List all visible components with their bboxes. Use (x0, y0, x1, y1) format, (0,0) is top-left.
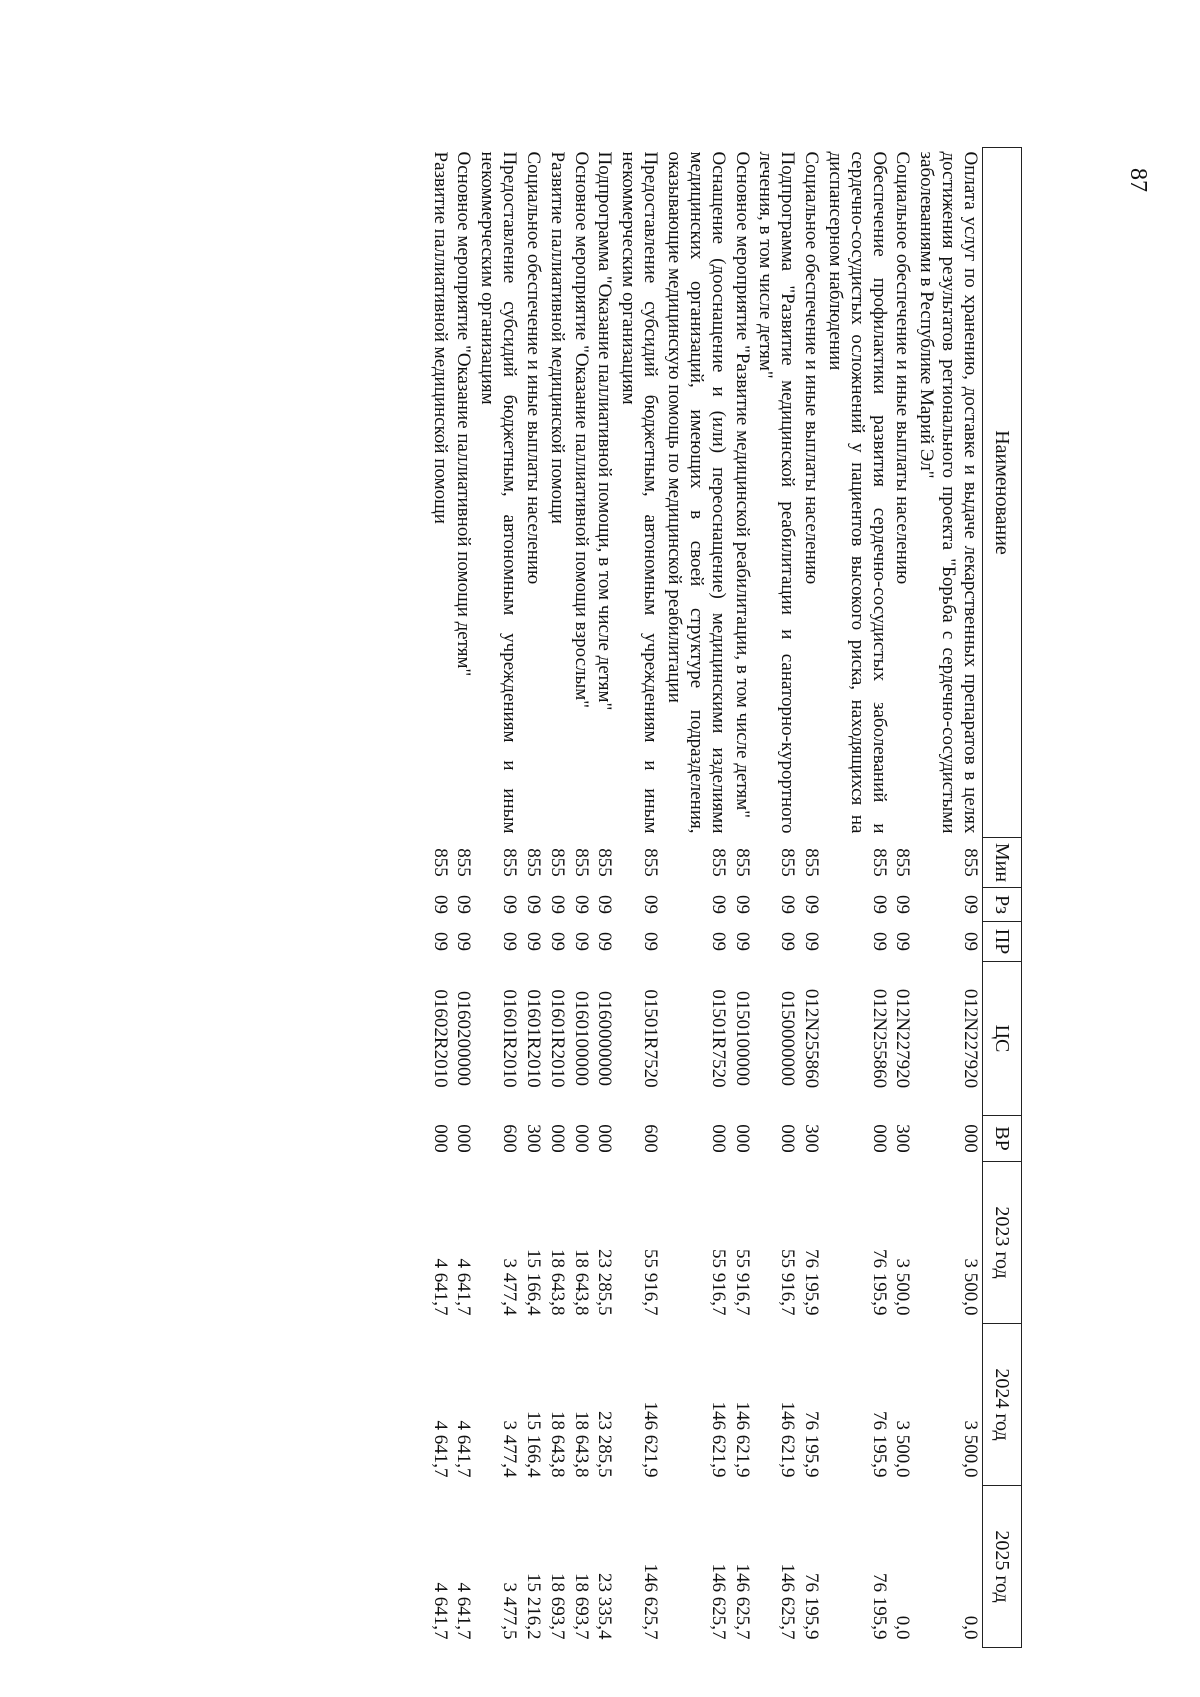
table-row (452, 148, 476, 1648)
row-2023: 18 643,8 (546, 1249, 568, 1316)
table-row (914, 148, 982, 1648)
row-cs: 0160200000 (453, 991, 475, 1086)
row-pr: 09 (868, 932, 890, 951)
row-2023: 4 641,7 (453, 1258, 475, 1316)
row-name: Подпрограмма "Оказание паллиативной помощи, в том числе детям" (594, 151, 616, 711)
header-2025: 2025 год (983, 1486, 1022, 1648)
row-pr: 09 (707, 932, 729, 951)
row-name: Социальное обеспечение и иные выплаты населению (522, 151, 544, 585)
table-row (428, 148, 452, 1648)
row-rz: 09 (868, 895, 890, 914)
row-min: 855 (570, 848, 592, 877)
row-2024: 3 500,0 (960, 1420, 981, 1478)
row-min: 855 (522, 848, 544, 877)
row-vr: 000 (453, 1124, 475, 1153)
row-rz: 09 (522, 895, 544, 914)
row-rz: 09 (594, 895, 616, 914)
row-cs: 01601R2010 (499, 989, 521, 1088)
row-2024: 18 643,8 (570, 1411, 592, 1478)
row-2025: 0,0 (892, 1615, 914, 1640)
header-name: Наименование (983, 148, 1022, 838)
row-2023: 55 916,7 (731, 1249, 753, 1316)
row-2025: 76 195,9 (801, 1573, 823, 1640)
row-name: Оплата услуг по хранению, доставке и выдаче лекарственных препаратов в целях достижения результатов регионального проекта "Борьба с сердечно-сосудистыми заболеваниями в Республике Марий Эл" (916, 151, 981, 834)
header-pr: ПР (983, 922, 1022, 962)
row-2023: 3 500,0 (960, 1258, 981, 1316)
table-row (569, 148, 593, 1648)
row-name: Предоставление субсидий бюджетным, автономным учреждениям и иным некоммерческим организациям (477, 151, 521, 834)
row-name: Предоставление субсидий бюджетным, автономным учреждениям и иным некоммерческим организациям (618, 151, 662, 834)
row-2025: 15 216,2 (522, 1573, 544, 1640)
row-name: Обеспечение профилактики развития сердечно-сосудистых заболеваний и сердечно-сосудистых осложнений у пациентов высокого риска, находящихся на диспансерном наблюдении (824, 151, 890, 834)
row-2023: 15 166,4 (522, 1249, 544, 1316)
row-cs: 01501R7520 (640, 989, 662, 1088)
table-row (730, 148, 754, 1648)
row-cs: 012N227920 (892, 988, 914, 1089)
row-2024: 76 195,9 (801, 1411, 823, 1478)
row-2024: 146 621,9 (640, 1401, 662, 1478)
table-header-row (983, 148, 1022, 1648)
row-cs: 012N255860 (868, 988, 890, 1089)
row-2023: 55 916,7 (777, 1249, 799, 1316)
row-vr: 000 (707, 1124, 729, 1153)
row-cs: 012N227920 (960, 988, 981, 1089)
row-name: Подпрограмма "Развитие медицинской реабилитации и санаторно-курортного лечения, в том числе детям" (755, 151, 799, 834)
row-min: 855 (640, 848, 662, 877)
header-min: Мин (983, 838, 1022, 888)
row-name: Основное мероприятие "Оказание паллиативной помощи детям" (453, 151, 475, 677)
table-row (754, 148, 800, 1648)
row-vr: 300 (801, 1124, 823, 1153)
row-name: Развитие паллиативной медицинской помощи (546, 151, 568, 524)
row-min: 855 (801, 848, 823, 877)
row-pr: 09 (960, 932, 981, 951)
table-row (617, 148, 663, 1648)
row-rz: 09 (453, 895, 475, 914)
header-cs: ЦС (983, 962, 1022, 1116)
row-pr: 09 (640, 932, 662, 951)
row-pr: 09 (731, 932, 753, 951)
row-2024: 23 285,5 (594, 1411, 616, 1478)
row-2024: 4 641,7 (453, 1420, 475, 1478)
row-cs: 0160100000 (570, 991, 592, 1086)
row-2023: 76 195,9 (868, 1249, 890, 1316)
row-2025: 3 477,5 (499, 1582, 521, 1640)
row-pr: 09 (777, 932, 799, 951)
row-2025: 146 625,7 (731, 1563, 753, 1640)
row-2024: 146 621,9 (731, 1401, 753, 1478)
row-2024: 15 166,4 (522, 1411, 544, 1478)
row-2024: 76 195,9 (868, 1411, 890, 1478)
row-2023: 18 643,8 (570, 1249, 592, 1316)
row-2023: 55 916,7 (640, 1249, 662, 1316)
table-row (521, 148, 545, 1648)
row-min: 855 (892, 848, 914, 877)
row-rz: 09 (429, 895, 451, 914)
row-cs: 0150000000 (777, 991, 799, 1086)
row-2024: 4 641,7 (429, 1420, 451, 1478)
row-vr: 000 (594, 1124, 616, 1153)
row-vr: 600 (640, 1124, 662, 1153)
row-2023: 55 916,7 (707, 1249, 729, 1316)
row-2025: 23 335,4 (594, 1573, 616, 1640)
row-rz: 09 (731, 895, 753, 914)
table-row (545, 148, 569, 1648)
row-2023: 3 477,4 (499, 1258, 521, 1316)
table-row (662, 148, 730, 1648)
row-2025: 4 641,7 (453, 1582, 475, 1640)
row-min: 855 (868, 848, 890, 877)
row-pr: 09 (499, 932, 521, 951)
row-pr: 09 (892, 932, 914, 951)
row-cs: 0160000000 (594, 991, 616, 1086)
row-2025: 146 625,7 (777, 1563, 799, 1640)
row-min: 855 (453, 848, 475, 877)
row-2024: 146 621,9 (707, 1401, 729, 1478)
row-rz: 09 (570, 895, 592, 914)
row-vr: 300 (522, 1124, 544, 1153)
row-min: 855 (546, 848, 568, 877)
row-min: 855 (777, 848, 799, 877)
row-pr: 09 (594, 932, 616, 951)
row-name: Социальное обеспечение и иные выплаты населению (801, 151, 823, 585)
row-min: 855 (499, 848, 521, 877)
row-rz: 09 (707, 895, 729, 914)
table-row (891, 148, 915, 1648)
row-2023: 23 285,5 (594, 1249, 616, 1316)
row-cs: 01601R2010 (546, 989, 568, 1088)
row-pr: 09 (546, 932, 568, 951)
row-2023: 76 195,9 (801, 1249, 823, 1316)
row-vr: 300 (892, 1124, 914, 1153)
row-2025: 0,0 (960, 1615, 981, 1640)
table-row (823, 148, 891, 1648)
row-vr: 000 (429, 1124, 451, 1153)
row-vr: 000 (731, 1124, 753, 1153)
row-2025: 18 693,7 (546, 1573, 568, 1640)
page-number: 87 (1125, 168, 1151, 192)
row-name: Основное мероприятие "Оказание паллиативной помощи взрослым" (570, 151, 592, 709)
row-2025: 146 625,7 (640, 1563, 662, 1640)
row-min: 855 (731, 848, 753, 877)
row-vr: 000 (960, 1124, 981, 1153)
row-name: Социальное обеспечение и иные выплаты населению (892, 151, 914, 585)
row-name: Основное мероприятие "Развитие медицинской реабилитации, в том числе детям" (731, 151, 753, 819)
row-2024: 3 477,4 (499, 1420, 521, 1478)
row-vr: 600 (499, 1124, 521, 1153)
row-2024: 146 621,9 (777, 1401, 799, 1478)
row-pr: 09 (801, 932, 823, 951)
row-2025: 76 195,9 (868, 1573, 890, 1640)
row-name: Оснащение (дооснащение и (или) переоснащение) медицинскими изделиями медицинских организаций, имеющих в своей структуре подразделения, оказывающие медицинскую помощь по медицинской реабилитации (664, 151, 729, 834)
row-min: 855 (960, 848, 981, 877)
row-pr: 09 (522, 932, 544, 951)
row-min: 855 (707, 848, 729, 877)
row-vr: 000 (546, 1124, 568, 1153)
row-2023: 4 641,7 (429, 1258, 451, 1316)
table-body (428, 148, 983, 1648)
row-2025: 146 625,7 (707, 1563, 729, 1640)
row-rz: 09 (960, 895, 981, 914)
header-rz: Рз (983, 888, 1022, 922)
row-min: 855 (594, 848, 616, 877)
row-2023: 3 500,0 (892, 1258, 914, 1316)
row-pr: 09 (429, 932, 451, 951)
row-rz: 09 (499, 895, 521, 914)
row-rz: 09 (801, 895, 823, 914)
row-cs: 01602R2010 (429, 989, 451, 1088)
table-row (593, 148, 617, 1648)
row-rz: 09 (546, 895, 568, 914)
header-vr: ВР (983, 1116, 1022, 1162)
row-rz: 09 (892, 895, 914, 914)
row-pr: 09 (570, 932, 592, 951)
row-2025: 4 641,7 (429, 1582, 451, 1640)
row-cs: 0150100000 (731, 991, 753, 1086)
row-2024: 3 500,0 (892, 1420, 914, 1478)
row-name: Развитие паллиативной медицинской помощи (429, 151, 451, 524)
row-vr: 000 (777, 1124, 799, 1153)
header-2024: 2024 год (983, 1324, 1022, 1486)
row-cs: 01601R2010 (522, 989, 544, 1088)
row-2025: 18 693,7 (570, 1573, 592, 1640)
rotated-table-wrapper (222, 147, 1022, 1647)
budget-table (428, 147, 1022, 1648)
row-2024: 18 643,8 (546, 1411, 568, 1478)
table-row (799, 148, 823, 1648)
row-vr: 000 (570, 1124, 592, 1153)
row-cs: 012N255860 (801, 988, 823, 1089)
row-pr: 09 (453, 932, 475, 951)
row-min: 855 (429, 848, 451, 877)
table-row (475, 148, 521, 1648)
row-vr: 000 (868, 1124, 890, 1153)
row-rz: 09 (640, 895, 662, 914)
header-2023: 2023 год (983, 1162, 1022, 1324)
row-rz: 09 (777, 895, 799, 914)
row-cs: 01501R7520 (707, 989, 729, 1088)
